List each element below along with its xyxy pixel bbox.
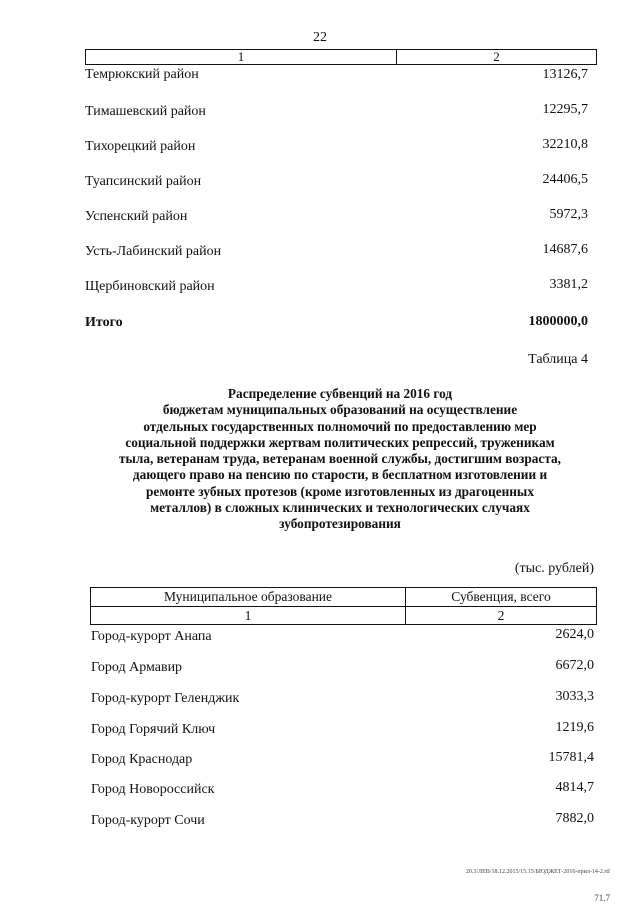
total-label: Итого — [85, 315, 123, 330]
t4-row-name: Город Краснодар — [91, 752, 193, 767]
t4-row-value: 6672,0 — [555, 658, 594, 673]
table-4-label: Таблица 4 — [528, 352, 588, 367]
units-label: (тыс. рублей) — [514, 561, 594, 576]
t4-row-name: Город Горячий Ключ — [91, 722, 216, 737]
top-col-1-number: 1 — [86, 50, 397, 64]
title-line: социальной поддержки жертвам политических репрессий, труженикам — [125, 434, 555, 450]
t4-row-value: 2624,0 — [555, 627, 594, 642]
top-row-name: Усть-Лабинский район — [85, 244, 222, 259]
top-row-value: 3381,2 — [549, 277, 588, 292]
footer-number: 71.7 — [594, 893, 610, 903]
top-row-value: 24406,5 — [542, 172, 588, 187]
t4-row-name: Город Новороссийск — [91, 782, 215, 797]
title-line: ремонте зубных протезов (кроме изготовленных из драгоценных — [146, 483, 534, 499]
col-number-2: 2 — [497, 608, 505, 623]
title-line: Распределение субвенций на 2016 год — [227, 386, 453, 401]
t4-row-name: Город-курорт Геленджик — [91, 691, 240, 706]
title-line: бюджетам муниципальных образований на осуществление — [162, 402, 518, 418]
top-row-name: Темрюкский район — [85, 67, 199, 82]
t4-row-name: Город Армавир — [91, 660, 183, 675]
t4-row-value: 15781,4 — [548, 750, 594, 765]
t4-row-name: Город-курорт Сочи — [91, 813, 205, 828]
table-4-title — [60, 386, 620, 533]
t4-row-name: Город-курорт Анапа — [91, 629, 212, 644]
title-line: металлов) в сложных клинических и технологических случаях — [150, 500, 530, 516]
table-4-header — [90, 587, 597, 625]
title-line: отдельных государственных полномочий по предоставлению мер — [143, 418, 537, 434]
title-line: дающего право на пенсию по старости, в бесплатном изготовлении и — [132, 467, 548, 483]
top-row-value: 32210,8 — [542, 137, 588, 152]
col-header-subvention: Субвенция, всего — [451, 589, 551, 604]
t4-row-value: 3033,3 — [555, 689, 594, 704]
top-row-name: Щербиновский район — [85, 279, 215, 294]
top-row-name: Туапсинский район — [85, 174, 202, 189]
col-number-1: 1 — [91, 607, 406, 624]
total-value: 1800000,0 — [528, 314, 588, 329]
col-header-municipality: Муниципальное образование — [91, 588, 406, 606]
t4-row-value: 4814,7 — [555, 780, 594, 795]
top-col-2-number: 2 — [493, 49, 500, 64]
top-row-value: 14687,6 — [542, 242, 588, 257]
t4-row-value: 1219,6 — [555, 720, 594, 735]
top-row-name: Успенский район — [85, 209, 188, 224]
top-row-name: Тимашевский район — [85, 104, 206, 119]
title-line: зубопротезирования — [279, 516, 401, 532]
t4-row-value: 7882,0 — [555, 811, 594, 826]
top-row-value: 12295,7 — [542, 102, 588, 117]
top-row-value: 5972,3 — [549, 207, 588, 222]
page-number: 22 — [313, 30, 327, 45]
top-row-value: 13126,7 — [542, 67, 588, 82]
top-row-name: Тихорецкий район — [85, 139, 196, 154]
title-line: тыла, ветеранам труда, ветеранам военной службы, достигшим возраста, — [119, 451, 561, 467]
top-table-header — [85, 49, 597, 65]
file-footer: 20.3/ЛЕВ/18.12.2015/15:15/БЮДЖЕТ-2016-прил-14-2.rtf — [465, 869, 610, 875]
